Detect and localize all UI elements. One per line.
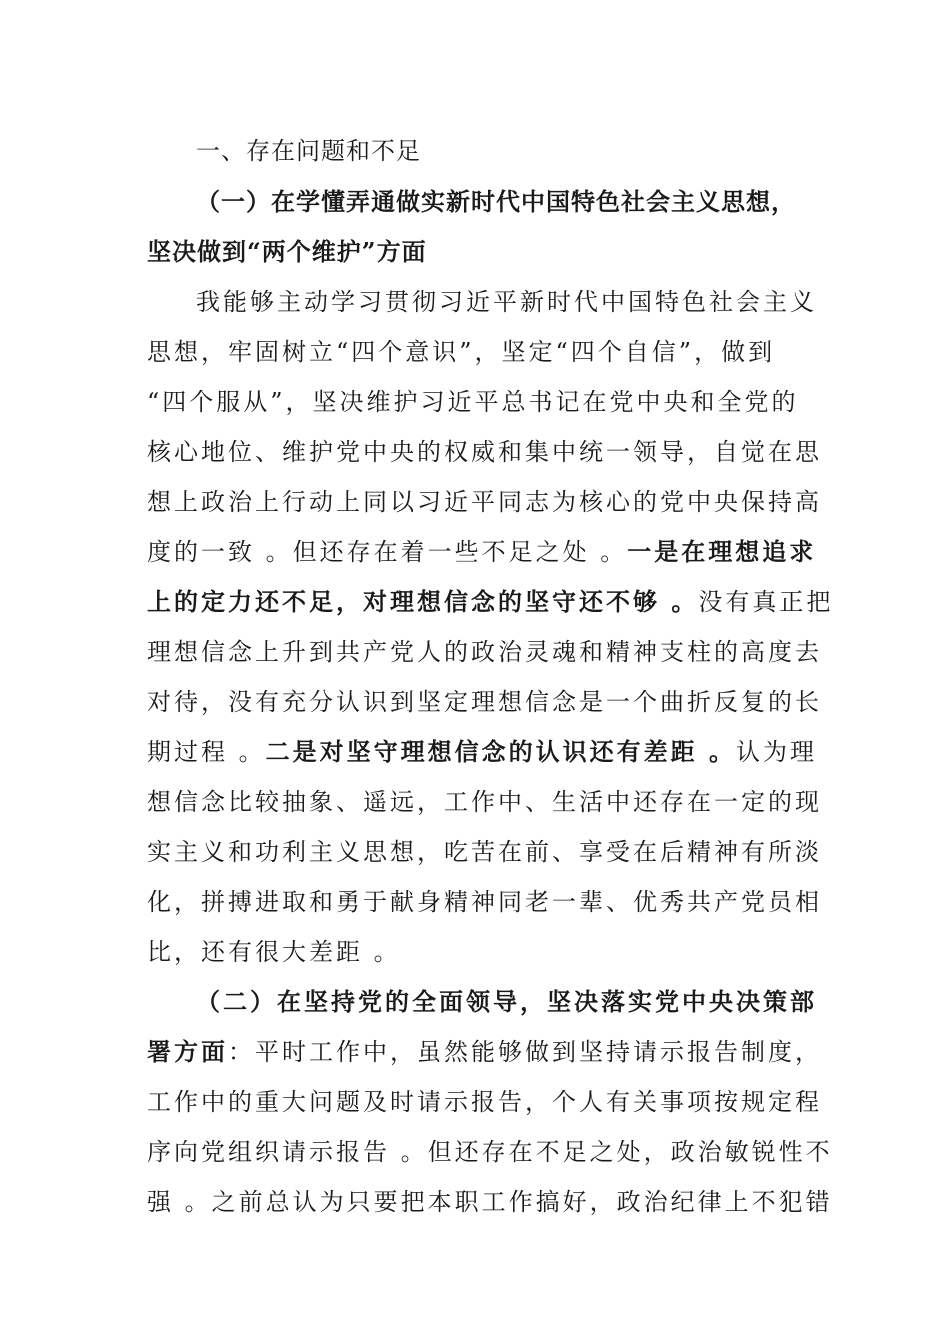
paragraph-1-line-2: 思想，牢固树立“四个意识”，坚定“四个自信”，做到 [147,338,776,366]
paragraph-1-line-7-text: 没有真正把 [698,588,834,616]
point-1-bold: 一是在理想追求 [627,537,817,566]
subsection-1-title-line-2: 坚决做到“两个维护”方面 [147,237,427,266]
paragraph-1-line-10-text: 期过程 。 [147,738,266,766]
paragraph-1-line-7 [147,586,834,618]
subsection-2-line-2 [147,1036,822,1068]
paragraph-1-line-12: 实主义和功利主义思想，吃苦在前、享受在后精神有所淡 [147,838,822,866]
paragraph-1-line-5: 想上政治上行动上同以习近平同志为核心的党中央保持高 [147,488,822,516]
subsection-2-line-4: 序向党组织请示报告 。但还存在不足之处，政治敏锐性不 [147,1138,833,1166]
paragraph-1-line-10-tail: 认为理 [736,738,817,766]
paragraph-1-line-9: 对待，没有充分认识到坚定理想信念是一个曲折反复的长 [147,688,822,716]
subsection-2-line-3: 工作中的重大问题及时请示报告，个人有关事项按规定程 [147,1088,822,1116]
paragraph-1-line-3: “四个服从”，坚决维护习近平总书记在党中央和全党的 [147,388,799,416]
subsection-1-title-line-1: （一）在学懂弄通做实新时代中国特色社会主义思想， [196,187,796,216]
paragraph-1-line-10 [147,736,817,768]
paragraph-1-line-11: 想信念比较抽象、遥远，工作中、生活中还存在一定的现 [147,788,822,816]
subsection-2-title-end: 署方面 [147,1037,228,1066]
paragraph-1-line-1: 我能够主动学习贯彻习近平新时代中国特色社会主义 [196,288,817,316]
paragraph-1-line-8: 理想信念上升到共产党人的政治灵魂和精神支柱的高度去 [147,638,822,666]
point-2-bold: 二是对坚守理想信念的认识还有差距 。 [265,737,736,766]
point-1-bold-continued: 上的定力还不足，对理想信念的坚守还不够 。 [147,587,699,616]
subsection-2-line-2-text: ：平时工作中，虽然能够做到坚持请示报告制度， [228,1038,822,1066]
section-heading: 一、存在问题和不足 [196,137,421,165]
paragraph-1-line-13: 化，拼搏进取和勇于献身精神同老一辈、优秀共产党员相 [147,888,822,916]
subsection-2-line-5: 强 。之前总认为只要把本职工作搞好，政治纪律上不犯错 [147,1188,833,1216]
paragraph-1-line-14: 比，还有很大差距 。 [147,938,401,966]
paragraph-1-line-4: 核心地位、维护党中央的权威和集中统一领导，自觉在思 [147,438,822,466]
paragraph-1-line-6-text: 度的一致 。但还存在着一些不足之处 。 [147,538,628,566]
paragraph-1-line-6 [147,536,817,568]
subsection-2-title-line-1: （二）在坚持党的全面领导，坚决落实党中央决策部 [196,987,817,1016]
